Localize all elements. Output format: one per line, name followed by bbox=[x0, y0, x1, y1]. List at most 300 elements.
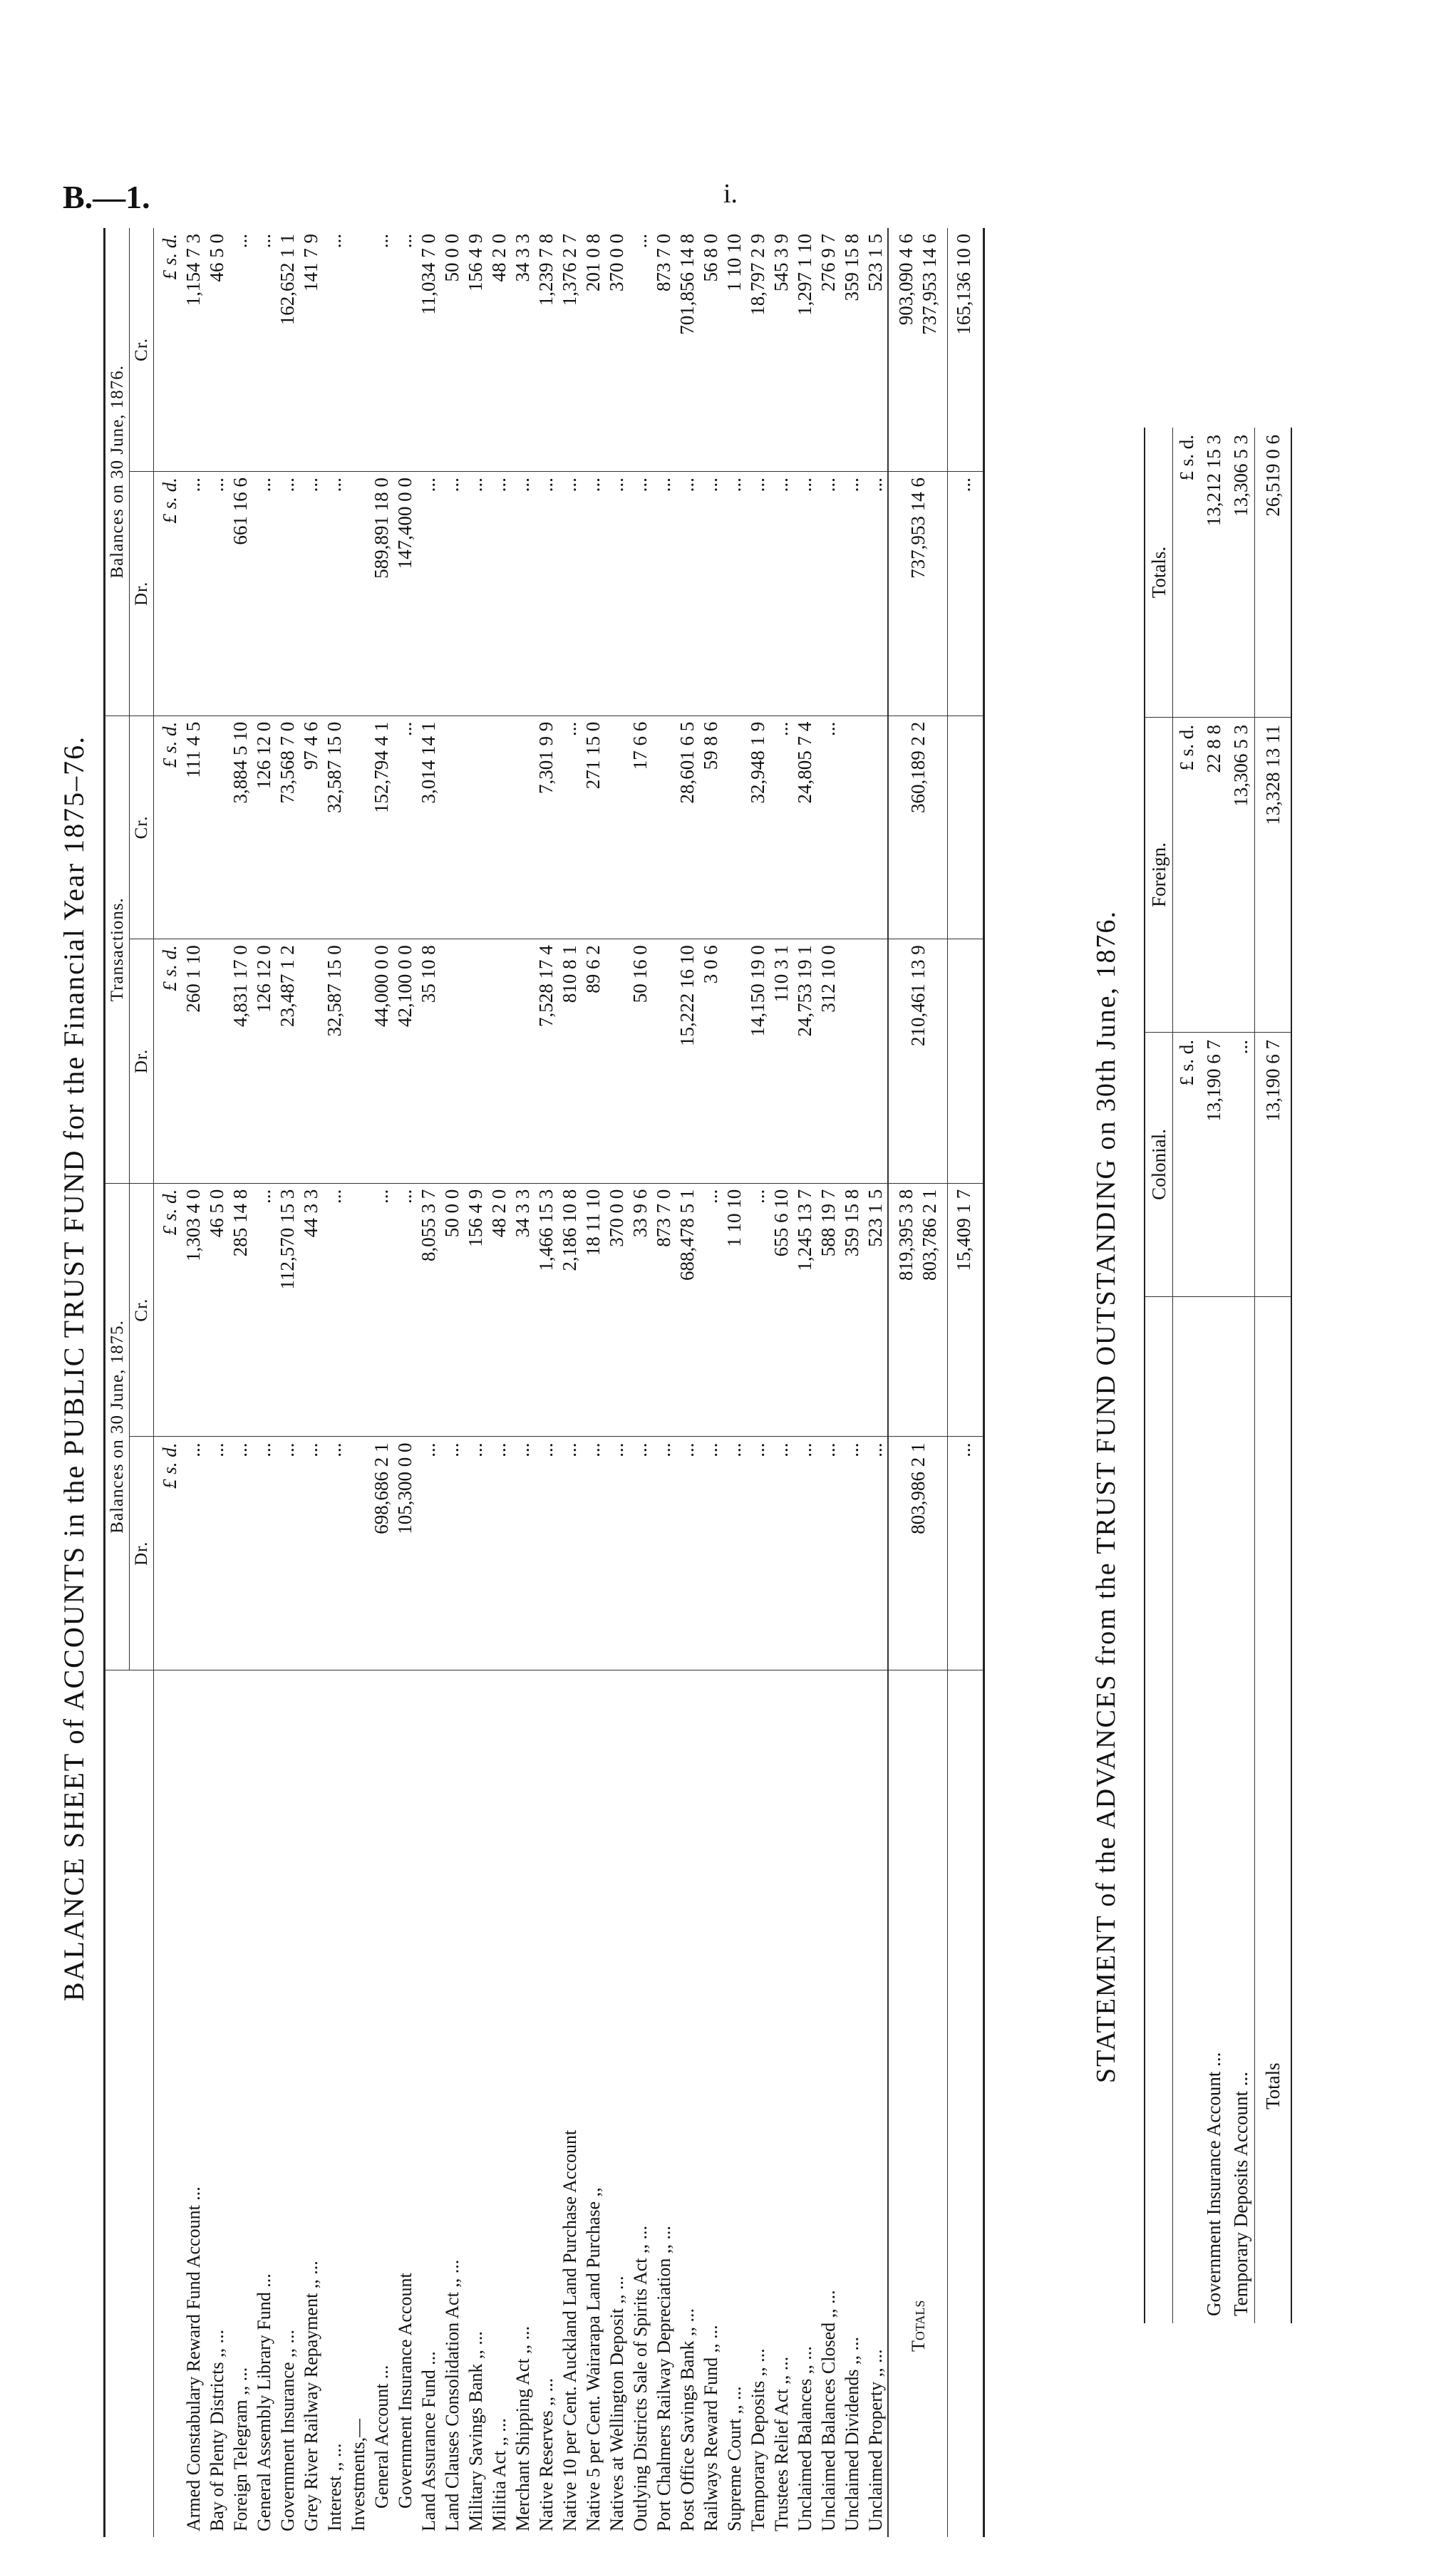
amount-cell: 50 0 0 bbox=[440, 228, 464, 472]
amount-cell: ... bbox=[746, 472, 770, 716]
amount-cell: ... bbox=[182, 472, 205, 716]
rotated-page bbox=[43, 214, 1361, 2537]
unit-cell: £ s. d. bbox=[1173, 718, 1201, 1033]
sub-header: Cr. bbox=[130, 1183, 154, 1437]
table-row bbox=[393, 228, 417, 2537]
amount-cell: 156 4 9 bbox=[464, 1183, 487, 1437]
amount-cell: ... bbox=[840, 472, 864, 716]
account-label: General Assembly Library Fund ... bbox=[254, 2273, 274, 2531]
amount-cell: ... bbox=[558, 716, 582, 939]
advances-amount-cell: 13,306 5 3 bbox=[1227, 428, 1255, 718]
table-row bbox=[582, 228, 605, 2537]
amount-cell: 110 3 1 bbox=[770, 939, 793, 1184]
amount-cell bbox=[487, 939, 511, 1184]
amount-cell: ... bbox=[652, 1437, 676, 1670]
amount-cell: ... bbox=[464, 1437, 487, 1670]
amount-cell: 34 3 3 bbox=[511, 228, 535, 472]
table-row bbox=[276, 228, 299, 2537]
amount-cell: 141 7 9 bbox=[299, 228, 323, 472]
amount-cell: ... bbox=[393, 1183, 417, 1437]
amount-cell: 18,797 2 9 bbox=[746, 228, 770, 472]
advances-header-foreign: Foreign. bbox=[1145, 718, 1173, 1033]
amount-cell: ... bbox=[699, 472, 723, 716]
amount-cell: ... bbox=[323, 228, 346, 472]
amount-cell: 89 6 2 bbox=[582, 939, 605, 1184]
amount-cell bbox=[605, 939, 629, 1184]
advances-header-colonial: Colonial. bbox=[1145, 1033, 1173, 1297]
amount-cell bbox=[840, 716, 864, 939]
amount-cell: 152,794 4 1 bbox=[370, 716, 393, 939]
account-label: Trustees Relief Act ,, ... bbox=[771, 2356, 792, 2531]
table-row bbox=[323, 228, 346, 2537]
amount-cell bbox=[205, 939, 229, 1184]
amount-cell: ... bbox=[370, 1183, 393, 1437]
group-header-1875: Balances on 30 June, 1875. bbox=[105, 1183, 130, 1670]
amount-cell: 688,478 5 1 bbox=[676, 1183, 699, 1437]
amount-cell: 545 3 9 bbox=[770, 228, 793, 472]
amount-cell: 1,239 7 8 bbox=[535, 228, 558, 472]
amount-cell: ... bbox=[746, 1437, 770, 1670]
amount-cell: ... bbox=[629, 1437, 652, 1670]
amount-cell: ... bbox=[205, 1437, 229, 1670]
table-row bbox=[440, 228, 464, 2537]
amount-cell: ... bbox=[817, 1437, 840, 1670]
amount-cell: 370 0 0 bbox=[605, 1183, 629, 1437]
amount-cell: 201 0 8 bbox=[582, 228, 605, 472]
amount-cell: ... bbox=[299, 1437, 323, 1670]
amount-cell: 276 9 7 bbox=[817, 228, 840, 472]
amount-cell: 260 1 10 bbox=[182, 939, 205, 1184]
amount-cell: 156 4 9 bbox=[464, 228, 487, 472]
account-label: Outlying Districts Sale of Spirits Act ,, ... bbox=[630, 2226, 651, 2531]
group-header-transactions: Transactions. bbox=[105, 716, 130, 1183]
account-header bbox=[105, 1670, 154, 2538]
table-row bbox=[464, 228, 487, 2537]
amount-cell: ... bbox=[393, 228, 417, 472]
amount-cell: 1,245 13 7 bbox=[793, 1183, 817, 1437]
amount-cell: ... bbox=[817, 472, 840, 716]
amount-cell: ... bbox=[652, 472, 676, 716]
amount-cell: 370 0 0 bbox=[605, 228, 629, 472]
advances-table bbox=[1144, 428, 1292, 2323]
account-label: Investments,— bbox=[348, 2418, 368, 2531]
unit-cell: £ s. d. bbox=[154, 939, 182, 1184]
difference-cell bbox=[948, 716, 984, 939]
sub-header: Dr. bbox=[130, 472, 154, 716]
amount-cell: 701,856 14 8 bbox=[676, 228, 699, 472]
total-cell: 210,461 13 9 bbox=[888, 939, 948, 1184]
amount-cell: 1,466 15 3 bbox=[535, 1183, 558, 1437]
amount-cell: ... bbox=[770, 716, 793, 939]
amount-cell: ... bbox=[535, 1437, 558, 1670]
total-cell: 737,953 14 6 bbox=[888, 472, 948, 716]
amount-cell: 873 7 0 bbox=[652, 228, 676, 472]
amount-cell: ... bbox=[864, 1437, 888, 1670]
amount-cell bbox=[299, 939, 323, 1184]
group-header-1876: Balances on 30 June, 1876. bbox=[105, 228, 130, 716]
amount-cell bbox=[346, 472, 370, 716]
account-label: Temporary Deposits ,, ... bbox=[748, 2348, 768, 2531]
amount-cell: 50 0 0 bbox=[440, 1183, 464, 1437]
unit-cell: £ s. d. bbox=[154, 472, 182, 716]
amount-cell: 59 8 6 bbox=[699, 716, 723, 939]
advances-totals-label: Totals bbox=[1255, 1297, 1292, 2324]
amount-cell: ... bbox=[723, 1437, 746, 1670]
amount-cell: 111 4 5 bbox=[182, 716, 205, 939]
advances-row bbox=[1200, 428, 1227, 2323]
advances-amount-cell: ... bbox=[1227, 1033, 1255, 1297]
table-row bbox=[252, 228, 276, 2537]
account-label: Native 10 per Cent. Auckland Land Purchase Account bbox=[559, 2129, 580, 2531]
amount-cell bbox=[652, 939, 676, 1184]
account-label: Interest ,, ... bbox=[324, 2443, 345, 2531]
amount-cell: ... bbox=[440, 1437, 464, 1670]
totals-row bbox=[888, 228, 948, 2537]
amount-cell: ... bbox=[276, 472, 299, 716]
page-mark: i. bbox=[723, 179, 738, 209]
amount-cell: 28,601 6 5 bbox=[676, 716, 699, 939]
balance-sheet-table bbox=[103, 228, 985, 2537]
amount-cell: 32,587 15 0 bbox=[323, 939, 346, 1184]
account-label: Supreme Court ,, ... bbox=[724, 2386, 745, 2531]
amount-cell bbox=[346, 1183, 370, 1437]
table-row bbox=[182, 228, 205, 2537]
totals-label: Totals bbox=[888, 1670, 948, 2538]
table-row bbox=[370, 228, 393, 2537]
amount-cell: 4,831 17 0 bbox=[229, 939, 252, 1184]
difference-cell: ... bbox=[948, 472, 984, 716]
amount-cell bbox=[864, 939, 888, 1184]
amount-cell: 32,948 1 9 bbox=[746, 716, 770, 939]
account-label: General Account ... bbox=[371, 2365, 392, 2509]
amount-cell: ... bbox=[605, 472, 629, 716]
advances-header-totals: Totals. bbox=[1145, 428, 1173, 718]
amount-cell: ... bbox=[417, 1437, 440, 1670]
amount-cell: 810 8 1 bbox=[558, 939, 582, 1184]
amount-cell bbox=[464, 716, 487, 939]
difference-cell: ... bbox=[948, 1437, 984, 1670]
table-row bbox=[299, 228, 323, 2537]
total-cell: 803,986 2 1 bbox=[888, 1437, 948, 1670]
amount-cell: 588 19 7 bbox=[817, 1183, 840, 1437]
table-row bbox=[793, 228, 817, 2537]
advances-account-header bbox=[1145, 1297, 1173, 2324]
unit-cell: £ s. d. bbox=[154, 1183, 182, 1437]
table-row bbox=[817, 228, 840, 2537]
amount-cell: ... bbox=[370, 228, 393, 472]
amount-cell bbox=[487, 716, 511, 939]
amount-cell: 285 14 8 bbox=[229, 1183, 252, 1437]
amount-cell: 312 10 0 bbox=[817, 939, 840, 1184]
sub-header: Cr. bbox=[130, 228, 154, 472]
amount-cell: 15,222 16 10 bbox=[676, 939, 699, 1184]
amount-cell: ... bbox=[464, 472, 487, 716]
amount-cell: ... bbox=[252, 1437, 276, 1670]
amount-cell: 33 9 6 bbox=[629, 1183, 652, 1437]
amount-cell: 1 10 10 bbox=[723, 228, 746, 472]
unit-cell: £ s. d. bbox=[154, 716, 182, 939]
amount-cell: ... bbox=[252, 228, 276, 472]
amount-cell: 48 2 0 bbox=[487, 228, 511, 472]
amount-cell: ... bbox=[699, 1183, 723, 1437]
amount-cell: 50 16 0 bbox=[629, 939, 652, 1184]
total-cell: 360,189 2 2 bbox=[888, 716, 948, 939]
account-label: Native 5 per Cent. Wairarapa Land Purchase ,, bbox=[583, 2187, 604, 2531]
amount-cell bbox=[605, 716, 629, 939]
amount-cell: 1 10 10 bbox=[723, 1183, 746, 1437]
amount-cell: 126 12 0 bbox=[252, 716, 276, 939]
advances-totals-row bbox=[1255, 428, 1292, 2323]
advances-account-label: Government Insurance Account ... bbox=[1203, 2052, 1224, 2316]
sub-header: Cr. bbox=[130, 716, 154, 939]
table-row bbox=[652, 228, 676, 2537]
account-label: Unclaimed Dividends ,, ... bbox=[842, 2337, 862, 2531]
amount-cell: ... bbox=[393, 716, 417, 939]
amount-cell: 147,400 0 0 bbox=[393, 472, 417, 716]
advances-amount-cell: 13,190 6 7 bbox=[1200, 1033, 1227, 1297]
account-label: Grey River Railway Repayment ,, ... bbox=[301, 2261, 321, 2531]
amount-cell: 3 0 6 bbox=[699, 939, 723, 1184]
amount-cell: ... bbox=[770, 472, 793, 716]
table-row bbox=[840, 228, 864, 2537]
amount-cell: 7,301 9 9 bbox=[535, 716, 558, 939]
amount-cell: ... bbox=[252, 472, 276, 716]
amount-cell: ... bbox=[676, 1437, 699, 1670]
amount-cell bbox=[464, 939, 487, 1184]
amount-cell: 35 10 8 bbox=[417, 939, 440, 1184]
account-label: Post Office Savings Bank ,, ... bbox=[677, 2308, 698, 2531]
table-row bbox=[511, 228, 535, 2537]
amount-cell: ... bbox=[840, 1437, 864, 1670]
sub-header: Dr. bbox=[130, 939, 154, 1184]
amount-cell: 873 7 0 bbox=[652, 1183, 676, 1437]
account-label: Foreign Telegram ,, ... bbox=[230, 2367, 251, 2531]
sub-header: Dr. bbox=[130, 1437, 154, 1670]
amount-cell: ... bbox=[487, 472, 511, 716]
amount-cell: ... bbox=[511, 1437, 535, 1670]
amount-cell bbox=[723, 939, 746, 1184]
amount-cell: 46 5 0 bbox=[205, 1183, 229, 1437]
amount-cell: 1,376 2 7 bbox=[558, 228, 582, 472]
amount-cell: ... bbox=[864, 472, 888, 716]
amount-cell bbox=[864, 716, 888, 939]
amount-cell: 3,014 14 1 bbox=[417, 716, 440, 939]
amount-cell: 126 12 0 bbox=[252, 939, 276, 1184]
table-row bbox=[605, 228, 629, 2537]
amount-cell: 698,686 2 1 bbox=[370, 1437, 393, 1670]
amount-cell: ... bbox=[205, 472, 229, 716]
table-row bbox=[723, 228, 746, 2537]
account-label: Natives at Wellington Deposit ,, ... bbox=[606, 2276, 627, 2531]
amount-cell bbox=[652, 716, 676, 939]
advances-account-label: Temporary Deposits Account ... bbox=[1230, 2071, 1251, 2316]
amount-cell: ... bbox=[582, 472, 605, 716]
account-label: Bay of Plenty Districts ,, ... bbox=[207, 2329, 227, 2531]
difference-cell: 165,136 10 0 bbox=[948, 228, 984, 472]
amount-cell: 3,884 5 10 bbox=[229, 716, 252, 939]
amount-cell: 18 11 10 bbox=[582, 1183, 605, 1437]
amount-cell bbox=[346, 716, 370, 939]
amount-cell: ... bbox=[582, 1437, 605, 1670]
amount-cell: 655 6 10 bbox=[770, 1183, 793, 1437]
account-label: Railways Reward Fund ,, ... bbox=[701, 2325, 721, 2531]
amount-cell: ... bbox=[605, 1437, 629, 1670]
amount-cell: 1,154 7 3 bbox=[182, 228, 205, 472]
amount-cell bbox=[440, 716, 464, 939]
amount-cell: 661 16 6 bbox=[229, 472, 252, 716]
amount-cell: 24,753 19 1 bbox=[793, 939, 817, 1184]
table-row bbox=[699, 228, 723, 2537]
table-row bbox=[535, 228, 558, 2537]
amount-cell: 589,891 18 0 bbox=[370, 472, 393, 716]
amount-cell: ... bbox=[323, 1183, 346, 1437]
total-cell: 903,090 4 6 737,953 14 6 bbox=[888, 228, 948, 472]
table-row bbox=[558, 228, 582, 2537]
table-row bbox=[417, 228, 440, 2537]
amount-cell: ... bbox=[699, 1437, 723, 1670]
table-row bbox=[746, 228, 770, 2537]
amount-cell: ... bbox=[535, 472, 558, 716]
amount-cell: ... bbox=[558, 472, 582, 716]
amount-cell bbox=[440, 939, 464, 1184]
account-label: Unclaimed Balances ,, ... bbox=[795, 2346, 815, 2531]
table-row bbox=[770, 228, 793, 2537]
amount-cell: 162,652 1 1 bbox=[276, 228, 299, 472]
amount-cell: ... bbox=[723, 472, 746, 716]
amount-cell bbox=[205, 716, 229, 939]
units-row bbox=[154, 228, 182, 2537]
table-row bbox=[487, 228, 511, 2537]
advances-units-row bbox=[1173, 428, 1201, 2323]
account-label: Militia Act ,, ... bbox=[489, 2418, 510, 2531]
amount-cell: 97 4 6 bbox=[299, 716, 323, 939]
advances-amount-cell: 22 8 8 bbox=[1200, 718, 1227, 1033]
page-code: B.—1. bbox=[63, 179, 150, 215]
account-label: Native Reserves ,, ... bbox=[536, 2377, 557, 2531]
table-row bbox=[346, 228, 370, 2537]
amount-cell bbox=[840, 939, 864, 1184]
amount-cell bbox=[723, 716, 746, 939]
amount-cell: 14,150 19 0 bbox=[746, 939, 770, 1184]
advances-amount-cell: 13,306 5 3 bbox=[1227, 718, 1255, 1033]
difference-cell: 15,409 1 7 bbox=[948, 1183, 984, 1437]
amount-cell: 17 6 6 bbox=[629, 716, 652, 939]
amount-cell: ... bbox=[252, 1183, 276, 1437]
amount-cell: ... bbox=[746, 1183, 770, 1437]
amount-cell: 24,805 7 4 bbox=[793, 716, 817, 939]
amount-cell bbox=[511, 939, 535, 1184]
amount-cell: 359 15 8 bbox=[840, 1183, 864, 1437]
amount-cell: ... bbox=[229, 228, 252, 472]
account-label: Land Assurance Fund ... bbox=[418, 2351, 439, 2531]
amount-cell: ... bbox=[276, 1437, 299, 1670]
amount-cell: ... bbox=[440, 472, 464, 716]
amount-cell bbox=[346, 939, 370, 1184]
amount-cell: ... bbox=[770, 1437, 793, 1670]
table-row bbox=[205, 228, 229, 2537]
advances-total-cell: 13,190 6 7 bbox=[1255, 1033, 1292, 1297]
amount-cell: ... bbox=[793, 472, 817, 716]
amount-cell: ... bbox=[487, 1437, 511, 1670]
amount-cell bbox=[346, 1437, 370, 1670]
amount-cell: 42,100 0 0 bbox=[393, 939, 417, 1184]
account-label: Merchant Shipping Act ,, ... bbox=[512, 2325, 533, 2531]
unit-cell: £ s. d. bbox=[154, 228, 182, 472]
table-row bbox=[229, 228, 252, 2537]
amount-cell: 7,528 17 4 bbox=[535, 939, 558, 1184]
amount-cell: ... bbox=[817, 716, 840, 939]
amount-cell: 2,186 10 8 bbox=[558, 1183, 582, 1437]
advances-total-cell: 26,519 0 6 bbox=[1255, 428, 1292, 718]
balance-difference-row bbox=[948, 228, 984, 2537]
amount-cell: ... bbox=[417, 472, 440, 716]
total-cell: 819,395 3 8 803,786 2 1 bbox=[888, 1183, 948, 1437]
amount-cell bbox=[346, 228, 370, 472]
unit-cell: £ s. d. bbox=[1173, 428, 1201, 718]
balance-sheet-title: BALANCE SHEET of ACCOUNTS in the PUBLIC TRUST FUND for the Financial Year 1875–76. bbox=[58, 735, 90, 2002]
amount-cell: 56 8 0 bbox=[699, 228, 723, 472]
amount-cell: 11,034 7 0 bbox=[417, 228, 440, 472]
account-label: Armed Constabulary Reward Fund Account ... bbox=[183, 2186, 204, 2531]
amount-cell: 271 15 0 bbox=[582, 716, 605, 939]
amount-cell: 112,570 15 3 bbox=[276, 1183, 299, 1437]
amount-cell: 73,568 7 0 bbox=[276, 716, 299, 939]
advances-amount-cell: 13,212 15 3 bbox=[1200, 428, 1227, 718]
amount-cell: ... bbox=[558, 1437, 582, 1670]
amount-cell: ... bbox=[629, 472, 652, 716]
amount-cell: ... bbox=[511, 472, 535, 716]
amount-cell: ... bbox=[299, 472, 323, 716]
advances-total-cell: 13,328 13 11 bbox=[1255, 718, 1292, 1033]
amount-cell: 1,303 4 0 bbox=[182, 1183, 205, 1437]
difference-cell bbox=[948, 939, 984, 1184]
amount-cell: 8,055 3 7 bbox=[417, 1183, 440, 1437]
amount-cell: 1,297 1 10 bbox=[793, 228, 817, 472]
amount-cell: ... bbox=[323, 1437, 346, 1670]
amount-cell: 34 3 3 bbox=[511, 1183, 535, 1437]
amount-cell: 23,487 1 2 bbox=[276, 939, 299, 1184]
advances-row bbox=[1227, 428, 1255, 2323]
amount-cell: 48 2 0 bbox=[487, 1183, 511, 1437]
unit-cell: £ s. d. bbox=[1173, 1033, 1201, 1297]
amount-cell: 105,300 0 0 bbox=[393, 1437, 417, 1670]
amount-cell: ... bbox=[182, 1437, 205, 1670]
amount-cell: 523 1 5 bbox=[864, 1183, 888, 1437]
amount-cell: 44 3 3 bbox=[299, 1183, 323, 1437]
account-label: Government Insurance ,, ... bbox=[277, 2329, 298, 2531]
amount-cell bbox=[511, 716, 535, 939]
account-label: Port Chalmers Railway Depreciation ,, ... bbox=[654, 2226, 674, 2531]
table-row bbox=[864, 228, 888, 2537]
amount-cell: 46 5 0 bbox=[205, 228, 229, 472]
account-label: Land Clauses Consolidation Act ,, ... bbox=[442, 2259, 463, 2531]
account-label: Unclaimed Property ,, ... bbox=[865, 2349, 886, 2531]
account-label: Unclaimed Balances Closed ,, ... bbox=[818, 2290, 839, 2531]
table-row bbox=[676, 228, 699, 2537]
table-row bbox=[629, 228, 652, 2537]
amount-cell: 359 15 8 bbox=[840, 228, 864, 472]
unit-cell: £ s. d. bbox=[154, 1437, 182, 1670]
amount-cell: 523 1 5 bbox=[864, 228, 888, 472]
account-label: Military Savings Bank ,, ... bbox=[465, 2331, 486, 2531]
amount-cell: ... bbox=[229, 1437, 252, 1670]
amount-cell: ... bbox=[676, 472, 699, 716]
amount-cell: ... bbox=[629, 228, 652, 472]
amount-cell: 32,587 15 0 bbox=[323, 716, 346, 939]
amount-cell: ... bbox=[323, 472, 346, 716]
advances-title: STATEMENT of the ADVANCES from the TRUST FUND OUTSTANDING on 30th June, 1876. bbox=[1091, 909, 1121, 2084]
amount-cell: ... bbox=[793, 1437, 817, 1670]
